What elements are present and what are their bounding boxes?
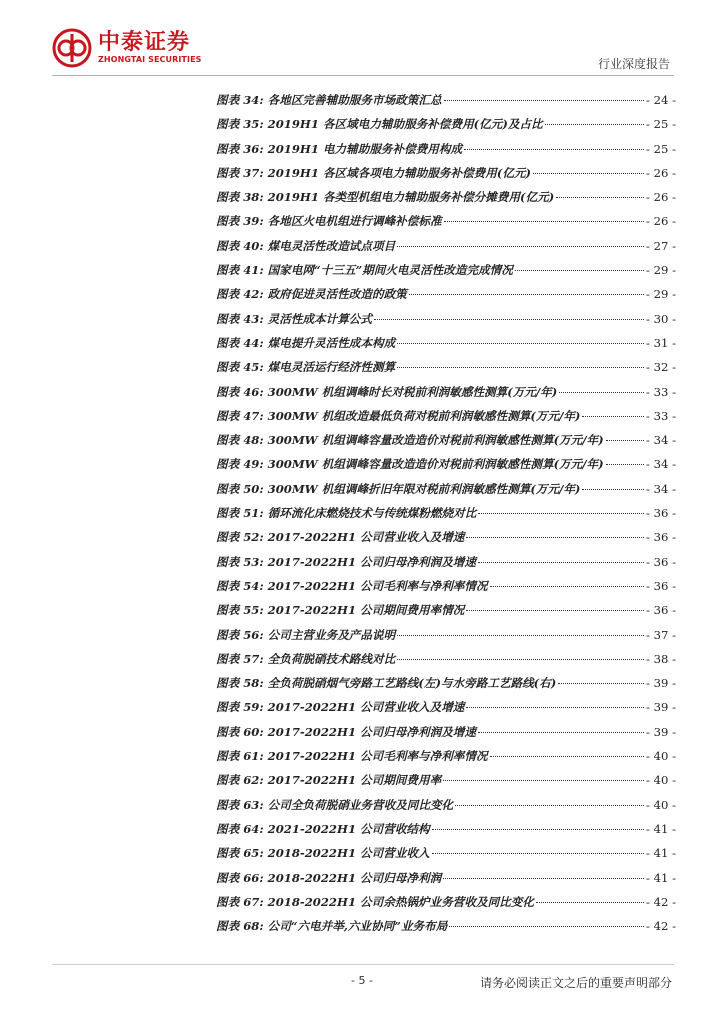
toc-figure-label: 图表 35: <box>216 117 264 132</box>
toc-dot-leader <box>558 683 644 684</box>
toc-figure-title: 煤电灵活运行经济性测算 <box>267 360 396 375</box>
toc-page-number: - 26 - <box>646 165 676 180</box>
toc-figure-title: 煤电灵活性改造试点项目 <box>267 238 396 253</box>
toc-figure-title: 300MW 机组调峰容量改造造价对税前利润敏感性测算(万元/年) <box>267 457 604 472</box>
toc-figure-title: 循环流化床燃烧技术与传统煤粉燃烧对比 <box>267 506 477 521</box>
toc-dot-leader <box>449 926 644 927</box>
toc-entry[interactable] <box>216 335 676 359</box>
toc-dot-leader <box>397 659 644 660</box>
toc-figure-title: 公司主营业务及产品说明 <box>267 627 396 642</box>
toc-entry[interactable] <box>216 286 676 310</box>
toc-dot-leader <box>490 756 644 757</box>
toc-entry[interactable] <box>216 238 676 262</box>
toc-figure-title: 2018-2022H1 公司营业收入 <box>267 846 430 861</box>
company-logo <box>52 28 202 68</box>
toc-dot-leader <box>606 440 644 441</box>
toc-entry[interactable] <box>216 772 676 796</box>
toc-figure-label: 图表 52: <box>216 530 264 545</box>
toc-page-number: - 36 - <box>646 554 676 569</box>
toc-entry[interactable] <box>216 481 676 505</box>
toc-dot-leader <box>466 707 644 708</box>
toc-dot-leader <box>466 610 644 611</box>
toc-dot-leader <box>443 780 644 781</box>
toc-entry[interactable] <box>216 578 676 602</box>
toc-entry[interactable] <box>216 116 676 140</box>
toc-dot-leader <box>397 635 644 636</box>
toc-dot-leader <box>515 270 644 271</box>
toc-figure-title: 灵活性成本计算公式 <box>267 311 372 326</box>
toc-entry[interactable] <box>216 456 676 480</box>
toc-entry[interactable] <box>216 262 676 286</box>
toc-figure-label: 图表 50: <box>216 481 264 496</box>
toc-figure-label: 图表 44: <box>216 335 264 350</box>
toc-entry[interactable] <box>216 651 676 675</box>
toc-dot-leader <box>556 197 644 198</box>
toc-dot-leader <box>444 221 644 222</box>
toc-figure-title: 2017-2022H1 公司营业收入及增速 <box>267 530 465 545</box>
toc-figure-label: 图表 54: <box>216 578 264 593</box>
toc-entry[interactable] <box>216 141 676 165</box>
toc-dot-leader <box>606 464 644 465</box>
toc-entry[interactable] <box>216 189 676 213</box>
toc-page-number: - 33 - <box>646 384 676 399</box>
toc-page-number: - 34 - <box>646 457 676 472</box>
toc-dot-leader <box>444 100 644 101</box>
toc-dot-leader <box>455 805 644 806</box>
toc-page-number: - 25 - <box>646 117 676 132</box>
toc-page-number: - 29 - <box>646 287 676 302</box>
header-divider <box>52 75 674 76</box>
toc-page-number: - 40 - <box>646 773 676 788</box>
toc-page-number: - 40 - <box>646 797 676 812</box>
toc-figure-label: 图表 57: <box>216 651 264 666</box>
report-type-label: 行业深度报告 <box>597 57 670 71</box>
toc-figure-title: 2019H1 电力辅助服务补偿费用构成 <box>267 141 463 156</box>
toc-entry[interactable] <box>216 748 676 772</box>
toc-dot-leader <box>466 537 644 538</box>
toc-figure-title: 2017-2022H1 公司期间费用率情况 <box>267 603 465 618</box>
toc-entry[interactable] <box>216 432 676 456</box>
toc-figure-title: 300MW 机组调峰折旧年限对税前利润敏感性测算(万元/年) <box>267 481 581 496</box>
toc-dot-leader <box>409 294 644 295</box>
toc-entry[interactable] <box>216 554 676 578</box>
toc-figure-label: 图表 41: <box>216 263 264 278</box>
toc-dot-leader <box>432 853 644 854</box>
toc-figure-title: 2018-2022H1 公司归母净利润 <box>267 870 442 885</box>
toc-page-number: - 32 - <box>646 360 676 375</box>
toc-dot-leader <box>478 513 644 514</box>
toc-dot-leader <box>464 149 644 150</box>
toc-page-number: - 26 - <box>646 190 676 205</box>
toc-figure-label: 图表 58: <box>216 676 264 691</box>
toc-dot-leader <box>443 878 644 879</box>
toc-figure-label: 图表 56: <box>216 627 264 642</box>
toc-page-number: - 36 - <box>646 506 676 521</box>
toc-page-number: - 34 - <box>646 481 676 496</box>
toc-page-number: - 36 - <box>646 603 676 618</box>
disclaimer-text: 请务必阅读正文之后的重要声明部分 <box>479 976 672 990</box>
toc-entry[interactable] <box>216 675 676 699</box>
toc-dot-leader <box>397 367 644 368</box>
toc-figure-label: 图表 63: <box>216 797 264 812</box>
toc-figure-label: 图表 46: <box>216 384 264 399</box>
toc-entry[interactable] <box>216 724 676 748</box>
toc-figure-title: 300MW 机组调峰容量改造造价对税前利润敏感性测算(万元/年) <box>267 433 604 448</box>
toc-entry[interactable] <box>216 918 676 942</box>
toc-dot-leader <box>432 829 644 830</box>
toc-page-number: - 42 - <box>646 919 676 934</box>
toc-entry[interactable] <box>216 311 676 335</box>
toc-figure-label: 图表 64: <box>216 821 264 836</box>
toc-figure-title: 2018-2022H1 公司余热锅炉业务营收及同比变化 <box>267 894 534 909</box>
toc-page-number: - 39 - <box>646 724 676 739</box>
toc-page-number: - 37 - <box>646 627 676 642</box>
figure-index-list <box>216 92 676 942</box>
toc-figure-title: 各地区完善辅助服务市场政策汇总 <box>267 93 442 107</box>
toc-figure-label: 图表 37: <box>216 165 264 180</box>
toc-figure-label: 图表 36: <box>216 141 264 156</box>
page-header <box>0 0 724 80</box>
toc-page-number: - 34 - <box>646 433 676 448</box>
toc-figure-label: 图表 66: <box>216 870 264 885</box>
toc-figure-label: 图表 45: <box>216 360 264 375</box>
toc-figure-label: 图表 48: <box>216 433 264 448</box>
toc-dot-leader <box>374 319 644 320</box>
toc-figure-title: 2017-2022H1 公司毛利率与净利率情况 <box>267 749 488 764</box>
toc-entry[interactable] <box>216 213 676 237</box>
toc-page-number: - 38 - <box>646 651 676 666</box>
toc-dot-leader <box>582 416 644 417</box>
toc-figure-label: 图表 39: <box>216 214 264 229</box>
toc-entry[interactable] <box>216 384 676 408</box>
toc-page-number: - 25 - <box>646 141 676 156</box>
toc-dot-leader <box>478 562 644 563</box>
logo-chinese-name: 中泰证券 <box>98 30 191 55</box>
toc-entry[interactable] <box>216 699 676 723</box>
toc-entry[interactable] <box>216 529 676 553</box>
toc-figure-title: 2017-2022H1 公司营业收入及增速 <box>267 700 465 715</box>
toc-page-number: - 24 - <box>646 93 676 107</box>
toc-figure-title: 全负荷脱硝烟气旁路工艺路线(左)与水旁路工艺路线(右) <box>267 676 557 691</box>
toc-figure-label: 图表 67: <box>216 894 264 909</box>
toc-figure-label: 图表 51: <box>216 506 264 521</box>
toc-figure-title: 2019H1 各区域电力辅助服务补偿费用(亿元)及占比 <box>267 117 543 132</box>
toc-page-number: - 33 - <box>646 408 676 423</box>
toc-page-number: - 26 - <box>646 214 676 229</box>
toc-figure-title: 国家电网“十三五”期间火电灵活性改造完成情况 <box>267 263 513 278</box>
toc-figure-label: 图表 42: <box>216 287 264 302</box>
zhongtai-logo-icon <box>52 28 92 68</box>
toc-page-number: - 29 - <box>646 263 676 278</box>
toc-page-number: - 36 - <box>646 578 676 593</box>
toc-figure-label: 图表 43: <box>216 311 264 326</box>
toc-figure-title: 全负荷脱硝技术路线对比 <box>267 651 396 666</box>
toc-page-number: - 30 - <box>646 311 676 326</box>
toc-dot-leader <box>397 343 644 344</box>
toc-figure-label: 图表 47: <box>216 408 264 423</box>
toc-figure-title: 公司“六电并举,六业协同”业务布局 <box>267 919 448 934</box>
toc-page-number: - 39 - <box>646 676 676 691</box>
toc-entry[interactable] <box>216 894 676 918</box>
toc-dot-leader <box>478 732 644 733</box>
toc-figure-label: 图表 60: <box>216 724 264 739</box>
toc-page-number: - 40 - <box>646 749 676 764</box>
toc-entry[interactable] <box>216 165 676 189</box>
toc-entry[interactable] <box>216 627 676 651</box>
toc-figure-title: 各地区火电机组进行调峰补偿标准 <box>267 214 442 229</box>
toc-dot-leader <box>490 586 644 587</box>
toc-page-number: - 42 - <box>646 894 676 909</box>
toc-entry[interactable] <box>216 870 676 894</box>
toc-page-number: - 39 - <box>646 700 676 715</box>
toc-page-number: - 41 - <box>646 870 676 885</box>
toc-figure-title: 2017-2022H1 公司归母净利润及增速 <box>267 724 476 739</box>
toc-dot-leader <box>536 902 644 903</box>
toc-figure-label: 图表 34: <box>216 93 264 107</box>
toc-figure-title: 300MW 机组调峰时长对税前利润敏感性测算(万元/年) <box>267 384 558 399</box>
toc-entry[interactable] <box>216 797 676 821</box>
toc-page-number: - 41 - <box>646 821 676 836</box>
toc-entry[interactable] <box>216 845 676 869</box>
toc-figure-label: 图表 65: <box>216 846 264 861</box>
toc-dot-leader <box>545 124 644 125</box>
toc-entry[interactable] <box>216 505 676 529</box>
toc-figure-label: 图表 40: <box>216 238 264 253</box>
toc-dot-leader <box>559 392 644 393</box>
toc-dot-leader <box>397 246 644 247</box>
toc-figure-title: 2017-2022H1 公司期间费用率 <box>267 773 442 788</box>
toc-figure-label: 图表 38: <box>216 190 264 205</box>
toc-figure-title: 2017-2022H1 公司归母净利润及增速 <box>267 554 476 569</box>
toc-entry[interactable] <box>216 602 676 626</box>
toc-entry[interactable] <box>216 92 676 116</box>
toc-entry[interactable] <box>216 821 676 845</box>
toc-page-number: - 31 - <box>646 335 676 350</box>
toc-figure-title: 300MW 机组改造最低负荷对税前利润敏感性测算(万元/年) <box>267 408 581 423</box>
toc-page-number: - 36 - <box>646 530 676 545</box>
toc-entry[interactable] <box>216 408 676 432</box>
toc-dot-leader <box>582 489 644 490</box>
page-number: - 5 - <box>351 974 373 987</box>
toc-figure-label: 图表 49: <box>216 457 264 472</box>
toc-dot-leader <box>533 173 644 174</box>
toc-figure-title: 2017-2022H1 公司毛利率与净利率情况 <box>267 578 488 593</box>
toc-figure-title: 2021-2022H1 公司营收结构 <box>267 821 430 836</box>
footer-divider <box>52 964 674 965</box>
toc-figure-title: 政府促进灵活性改造的政策 <box>267 287 407 302</box>
toc-entry[interactable] <box>216 359 676 383</box>
toc-figure-label: 图表 68: <box>216 919 264 934</box>
toc-figure-title: 2019H1 各区域各项电力辅助服务补偿费用(亿元) <box>267 165 532 180</box>
toc-figure-title: 公司全负荷脱硝业务营收及同比变化 <box>267 797 454 812</box>
toc-figure-label: 图表 61: <box>216 749 264 764</box>
toc-figure-label: 图表 55: <box>216 603 264 618</box>
toc-page-number: - 41 - <box>646 846 676 861</box>
toc-figure-title: 2019H1 各类型机组电力辅助服务补偿分摊费用(亿元) <box>267 190 555 205</box>
logo-english-name: ZHONGTAI SECURITIES <box>98 55 202 64</box>
toc-figure-title: 煤电提升灵活性成本构成 <box>267 335 396 350</box>
toc-figure-label: 图表 53: <box>216 554 264 569</box>
toc-page-number: - 27 - <box>646 238 676 253</box>
toc-figure-label: 图表 59: <box>216 700 264 715</box>
toc-figure-label: 图表 62: <box>216 773 264 788</box>
